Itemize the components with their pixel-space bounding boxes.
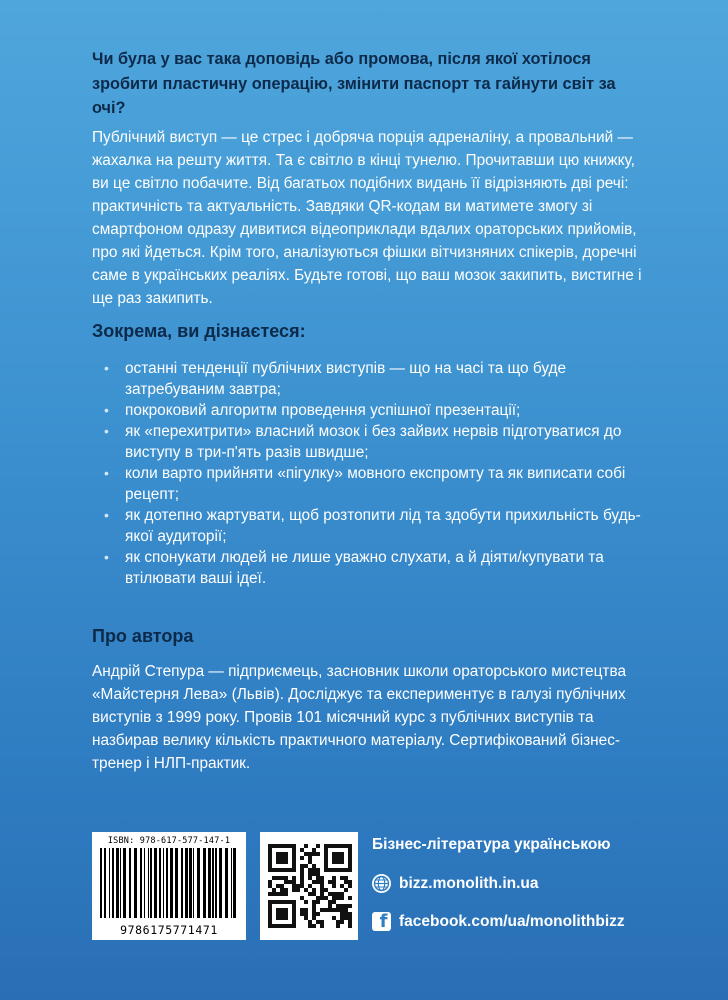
barcode-bar <box>150 848 152 918</box>
barcode-bar <box>193 848 194 918</box>
bullet-icon: • <box>104 423 109 439</box>
barcode-bar <box>231 848 232 918</box>
qr-module <box>304 844 308 848</box>
barcode-bar <box>120 848 121 918</box>
qr-module <box>348 924 352 928</box>
barcode-bar <box>148 848 149 918</box>
qr-module <box>296 888 300 892</box>
barcode-bar <box>109 848 110 918</box>
website-url: bizz.monolith.in.ua <box>399 874 539 892</box>
qr-module <box>292 868 296 872</box>
qr-module <box>344 888 348 892</box>
list-item <box>92 358 652 400</box>
barcode-bar <box>170 848 173 918</box>
isbn-number: 9786175771471 <box>120 923 218 937</box>
barcode-bar <box>219 848 222 918</box>
list-item <box>92 400 652 421</box>
list-item-text: як дотепно жартувати, щоб розтопити лід та здобути прихильність будь-якої аудиторії; <box>125 507 641 545</box>
author-bio: Андрій Степура — підприємець, засновник школи ораторського мистецтва «Майстерня Лева» (Львів). Досліджує та експериментує в галузі публічних виступів з 1999 року. Провів 101 місячний курс з публічних виступів та назбирав велику кількість практичного матеріалу. Сертифікований бізнес-тренер і НЛП-практик. <box>92 663 627 772</box>
barcode-bar <box>112 848 114 918</box>
barcode-bar <box>233 848 236 918</box>
qr-module <box>348 904 352 908</box>
qr-module <box>332 884 336 888</box>
list-item <box>92 505 652 547</box>
list-item <box>92 463 652 505</box>
barcode-bar <box>208 848 211 918</box>
qr-code[interactable] <box>260 832 358 940</box>
facebook-icon: f <box>372 912 391 931</box>
qr-module <box>316 852 320 856</box>
qr-module <box>292 924 296 928</box>
barcode-bar <box>140 848 142 918</box>
facebook-url: facebook.com/ua/monolithbizz <box>399 912 625 930</box>
barcode-bar <box>129 848 131 918</box>
barcode-bar <box>215 848 217 918</box>
barcode-bar <box>134 848 137 918</box>
qr-module <box>300 856 304 860</box>
list-item <box>92 421 652 463</box>
list-item-text: покроковий алгоритм проведення успішної презентації; <box>125 402 521 419</box>
list-item-text: коли варто прийняти «пігулку» мовного експромту та як виписати собі рецепт; <box>125 465 626 503</box>
barcode-bar <box>185 848 188 918</box>
list-item-text: останні тенденції публічних виступів — що на часі та що буде затребуваним завтра; <box>125 360 567 398</box>
barcode-bar <box>166 848 168 918</box>
qr-module <box>320 924 324 928</box>
qr-module <box>348 896 352 900</box>
barcode-bar <box>104 848 106 918</box>
qr-module <box>284 892 288 896</box>
lead-question: Чи була у вас така доповідь або промова, після якої хотілося зробити пластичну операцію, змінити паспорт та гайнути світ за очі? <box>92 50 616 117</box>
qr-module <box>316 900 320 904</box>
barcode-bar <box>203 848 206 918</box>
bullet-icon: • <box>104 507 109 523</box>
barcode-bar <box>212 848 214 918</box>
qr-module <box>312 924 316 928</box>
qr-module <box>304 900 308 904</box>
isbn-barcode <box>92 832 246 940</box>
barcode-bar <box>116 848 119 918</box>
intro-paragraph: Публічний виступ — це стрес і добряча порція адреналіну, а провальний — жахалка на решту життя. Та є світло в кінці тунелю. Прочитавши цю книжку, ви це світло побачите. Від багатьох подібних видань її відрізняють дві речі: практичність та актуальність. Завдяки QR-кодам ви матимете змогу зі смартфоном одразу дивитися відеоприклади вдалих ораторських прийомів, про які йдеться. Крім того, аналізуються фішки вітчизняних спікерів, доречні саме в українських реаліях. Будьте готові, що ваш мозок закипить, вистигне і ще раз закипить. <box>92 129 642 307</box>
barcode-bar <box>189 848 192 918</box>
list-item-text: як «перехитрити» власний мозок і без зайвих нервів підготуватися до виступу в три-п'ять разів швидше; <box>125 423 622 461</box>
list-item-text: як спонукати людей не лише уважно слухати, а й діяти/купувати та втілювати ваші ідеї. <box>125 549 604 587</box>
isbn-label: ISBN: 978-617-577-147-1 <box>107 836 231 846</box>
qr-module <box>348 884 352 888</box>
bullet-icon: • <box>104 549 109 565</box>
barcode-bar <box>175 848 178 918</box>
author-heading: Про автора <box>92 626 194 646</box>
list-item <box>92 547 652 589</box>
website-link[interactable] <box>372 874 539 893</box>
barcode-bar <box>159 848 161 918</box>
qr-module <box>284 916 288 920</box>
learn-heading: Зокрема, ви дізнаєтеся: <box>92 321 306 341</box>
facebook-link[interactable] <box>372 912 625 931</box>
barcode-bar <box>123 848 126 918</box>
barcode-bar <box>100 848 102 918</box>
qr-module <box>348 868 352 872</box>
barcode-bar <box>225 848 228 918</box>
barcode-bar <box>181 848 183 918</box>
barcode-bars <box>100 848 238 918</box>
qr-module <box>316 912 320 916</box>
bullet-icon: • <box>104 465 109 481</box>
qr-module <box>340 920 344 924</box>
bullet-icon: • <box>104 402 109 418</box>
qr-module <box>316 844 320 848</box>
learn-list <box>92 358 652 589</box>
globe-icon <box>372 874 391 893</box>
barcode-bar <box>154 848 157 918</box>
qr-code-pattern <box>268 844 352 928</box>
barcode-bar <box>163 848 164 918</box>
qr-module <box>284 860 288 864</box>
bullet-icon: • <box>104 360 109 376</box>
barcode-bar <box>197 848 200 918</box>
qr-module <box>340 860 344 864</box>
publisher-tagline: Бізнес-література українською <box>372 836 611 853</box>
qr-module <box>340 896 344 900</box>
barcode-bar <box>144 848 145 918</box>
qr-module <box>336 924 340 928</box>
